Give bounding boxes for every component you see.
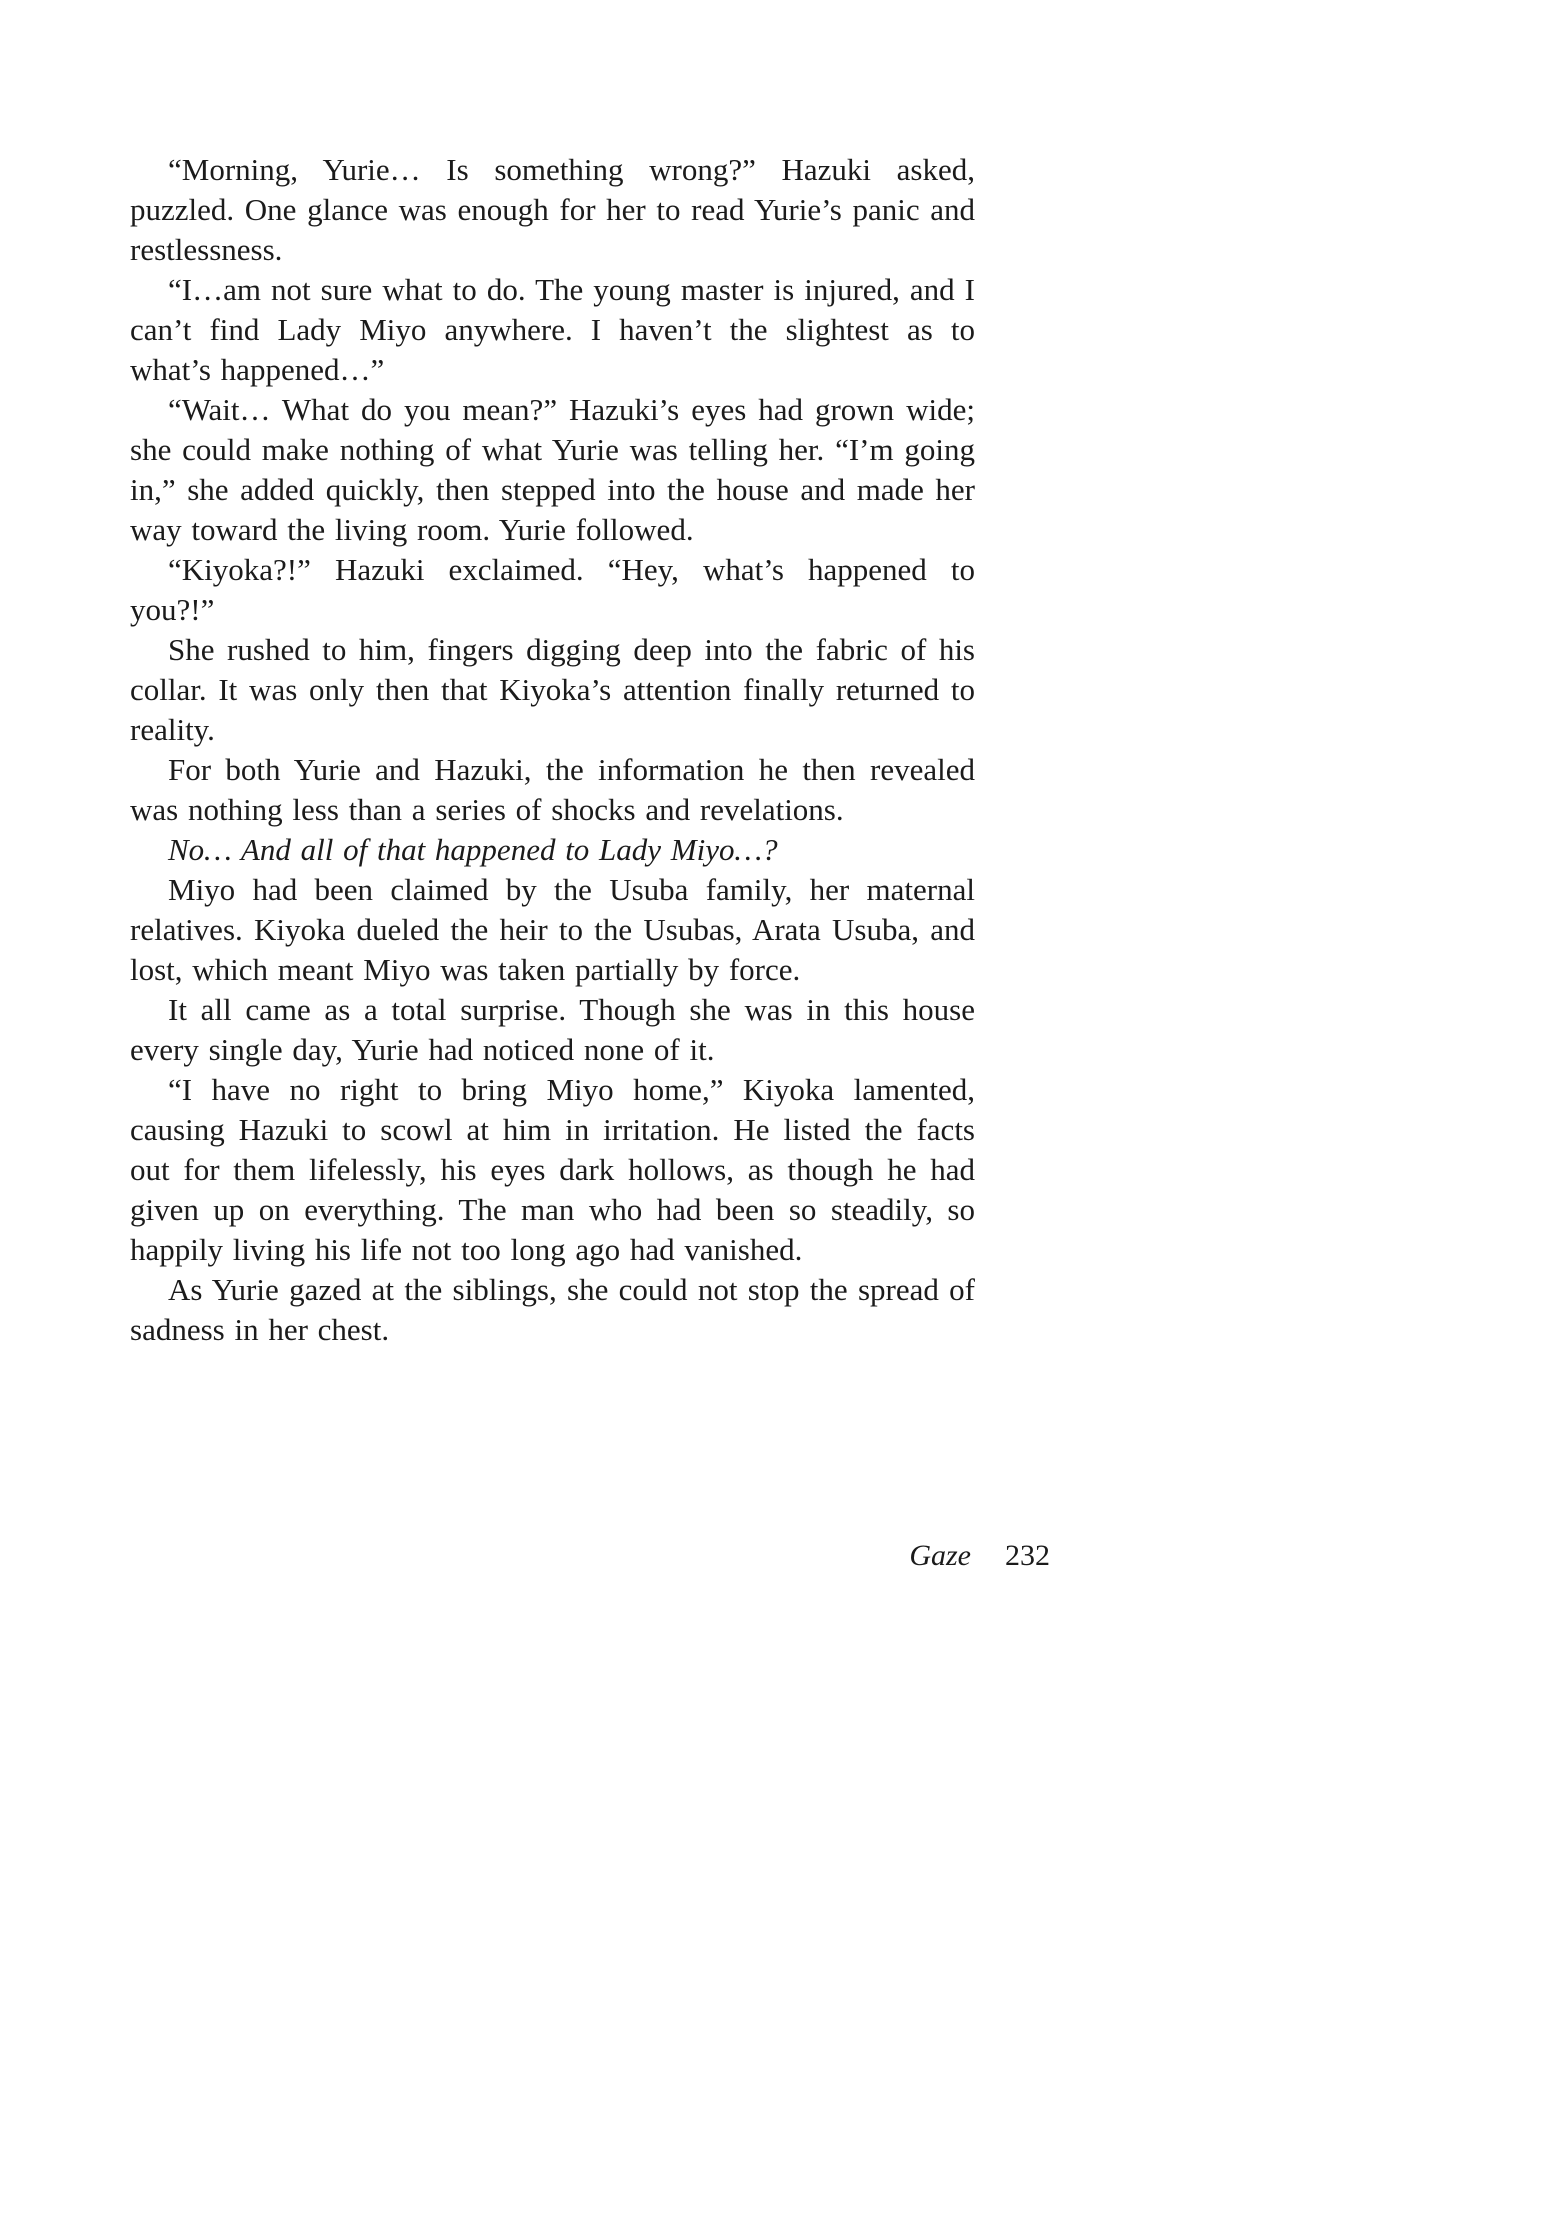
page-number: 232 (1005, 1539, 1050, 1572)
paragraph: “Morning, Yurie… Is something wrong?” Hazuki asked, puzzled. One glance was enough for her to read Yurie’s panic and restlessness. (130, 152, 975, 267)
paragraph: “I have no right to bring Miyo home,” Kiyoka lamented, causing Hazuki to scowl at him in irritation. He listed the facts out for them lifelessly, his eyes dark hollows, as though he had given up on everything. The man who had been so steadily, so happily living his life not too long ago had vanished. (130, 1072, 975, 1267)
chapter-title: Gaze (909, 1539, 971, 1572)
paragraph: “Kiyoka?!” Hazuki exclaimed. “Hey, what’s happened to you?!” (130, 552, 975, 627)
paragraph: Miyo had been claimed by the Usuba family, her maternal relatives. Kiyoka dueled the heir to the Usubas, Arata Usuba, and lost, which meant Miyo was taken partially by force. (130, 872, 975, 987)
paragraph-italic-thought: No… And all of that happened to Lady Miyo…? (168, 832, 778, 867)
paragraph: As Yurie gazed at the siblings, she could not stop the spread of sadness in her chest. (130, 1272, 975, 1347)
paragraph: She rushed to him, fingers digging deep into the fabric of his collar. It was only then that Kiyoka’s attention finally returned to reality. (130, 632, 975, 747)
body-text (130, 150, 975, 1350)
paragraph: For both Yurie and Hazuki, the information he then revealed was nothing less than a series of shocks and revelations. (130, 752, 975, 827)
paragraph: “Wait… What do you mean?” Hazuki’s eyes had grown wide; she could make nothing of what Yurie was telling her. “I’m going in,” she added quickly, then stepped into the house and made her way toward the living room. Yurie followed. (130, 392, 975, 547)
page-footer (130, 1537, 1050, 1575)
paragraph: It all came as a total surprise. Though she was in this house every single day, Yurie had noticed none of it. (130, 992, 975, 1067)
paragraph: “I…am not sure what to do. The young master is injured, and I can’t find Lady Miyo anywhere. I haven’t the slightest as to what’s happened…” (130, 272, 975, 387)
